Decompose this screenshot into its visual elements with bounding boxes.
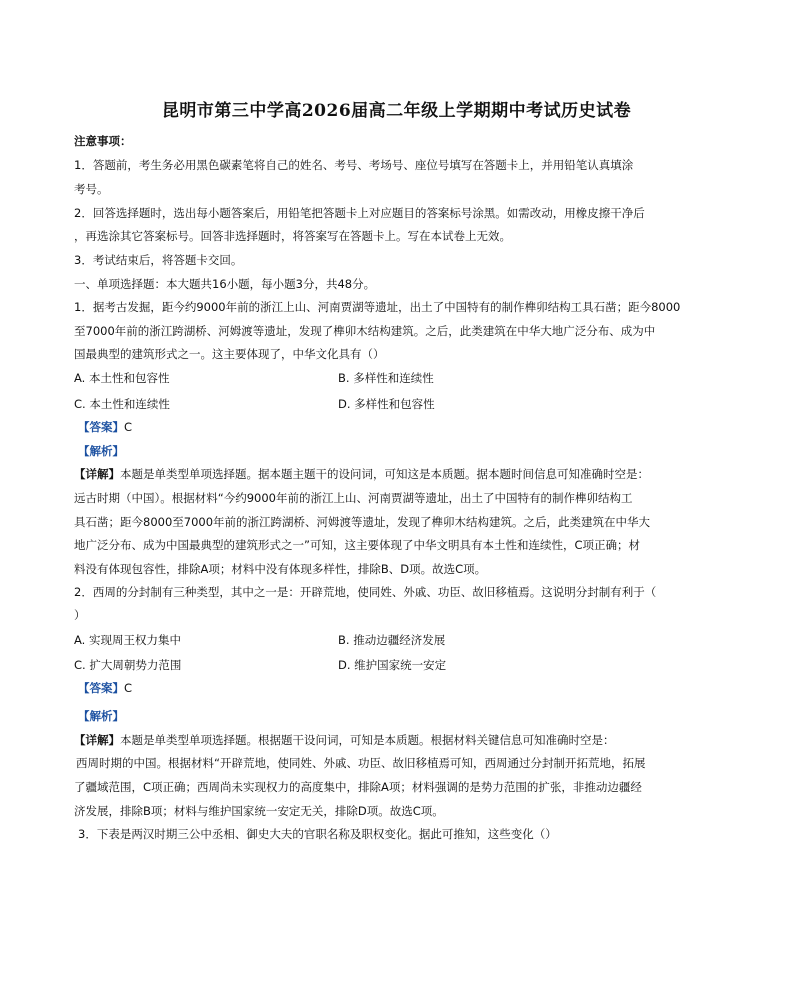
q2-stem-line-2: ） [74,608,86,622]
q1-detail-line-5: 料没有体现包容性，排除A项；材料中没有体现多样性，排除B、D项。故选C项。 [74,562,487,576]
answer-value: C [124,681,133,695]
notice-heading: 注意事项： [74,134,132,148]
detail-tag: 【详解】 [74,467,120,481]
q2-detail-line-3: 了疆域范围，C项正确；西周尚未实现权力的高度集中，排除A项；材料强调的是势力范围的扩张，非推动边疆经 [74,780,642,794]
q2-detail-line-1 [74,732,615,748]
q1-detail-line-3: 具石凿；距今8000至7000年前的浙江跨湖桥、河姆渡等遗址，发现了榫卯木结构建筑。之后，此类建筑在中华大 [74,515,651,529]
q2-stem-line-1: 2．西周的分封制有三种类型，其中之一是：开辟荒地，使同姓、外戚、功臣、故旧移植焉。这说明分封制有利于（ [74,585,657,599]
q2-detail-line-2: 西周时期的中国。根据材料“开辟荒地，使同姓、外戚、功臣、故旧移植焉可知，西周通过分封制开拓荒地，拓展 [76,756,646,770]
q3-stem-line-1: 3．下表是两汉时期三公中丞相、御史大夫的官职名称及职权变化。据此可推知，这些变化（） [78,827,557,841]
analysis-tag: 【解析】 [78,444,124,458]
q2-option-c: C. 扩大周朝势力范围 [74,658,182,672]
q2-option-b: B. 推动边疆经济发展 [338,633,446,647]
notice-3: 3．考试结束后，将答题卡交回。 [74,253,243,267]
q1-answer [78,419,132,435]
q1-option-b: B. 多样性和连续性 [338,371,434,385]
q2-analysis-tag [78,708,124,724]
section-heading: 一、单项选择题：本大题共16小题，每小题3分，共48分。 [74,277,376,291]
q2-option-d: D. 维护国家统一安定 [338,658,447,672]
answer-tag: 【答案】 [78,420,124,434]
notice-2-line-2: ，再选涂其它答案标号。回答非选择题时，将答案写在答题卡上。写在本试卷上无效。 [74,229,511,243]
q1-option-c: C. 本土性和连续性 [74,397,170,411]
detail-tag: 【详解】 [74,733,120,747]
notice-2-line-1: 2．回答选择题时，选出每小题答案后，用铅笔把答题卡上对应题目的答案标号涂黑。如需改动，用橡皮擦干净后 [74,206,645,220]
q1-stem-line-2: 至7000年前的浙江跨湖桥、河姆渡等遗址，发现了榫卯木结构建筑。之后，此类建筑在中华大地广泛分布、成为中 [74,324,656,338]
q2-answer [78,680,132,696]
q1-option-d: D. 多样性和包容性 [338,397,435,411]
analysis-tag: 【解析】 [78,709,124,723]
answer-value: C [124,420,133,434]
page-title: 昆明市第三中学高2026届高二年级上学期期中考试历史试卷 [161,101,632,121]
q1-detail-line-2: 远古时期（中国）。根据材料“今约9000年前的浙江上山、河南贾湖等遗址，出土了中国特有的制作榫卯结构工 [74,491,633,505]
notice-1-line-1: 1．答题前，考生务必用黑色碳素笔将自己的姓名、考号、考场号、座位号填写在答题卡上，并用铅笔认真填涂 [74,158,634,172]
notice-1-line-2: 考号。 [74,182,109,196]
detail-text: 本题是单类型单项选择题。根据题干设问词，可知是本质题。根据材料关键信息可知准确时空是： [120,733,615,747]
q1-option-a: A. 本土性和包容性 [74,371,170,385]
q1-detail-line-4: 地广泛分布、成为中国最典型的建筑形式之一”可知，这主要体现了中华文明具有本土性和连续性，C项正确；材 [74,538,640,552]
q1-analysis-tag [78,443,124,459]
q2-option-a: A. 实现周王权力集中 [74,633,181,647]
q2-detail-line-4: 济发展，排除B项；材料与维护国家统一安定无关，排除D项。故选C项。 [74,804,444,818]
detail-text: 本题是单类型单项选择题。据本题主题干的设问词，可知这是本质题。据本题时间信息可知准确时空是： [120,467,649,481]
answer-tag: 【答案】 [78,681,124,695]
q1-stem-line-1: 1．据考古发掘，距今约9000年前的浙江上山、河南贾湖等遗址，出土了中国特有的制作榫卯结构工具石凿；距今8000 [74,300,681,314]
q1-stem-line-3: 国最典型的建筑形式之一。这主要体现了，中华文化具有（） [74,347,385,361]
q1-detail-line-1 [74,466,649,482]
